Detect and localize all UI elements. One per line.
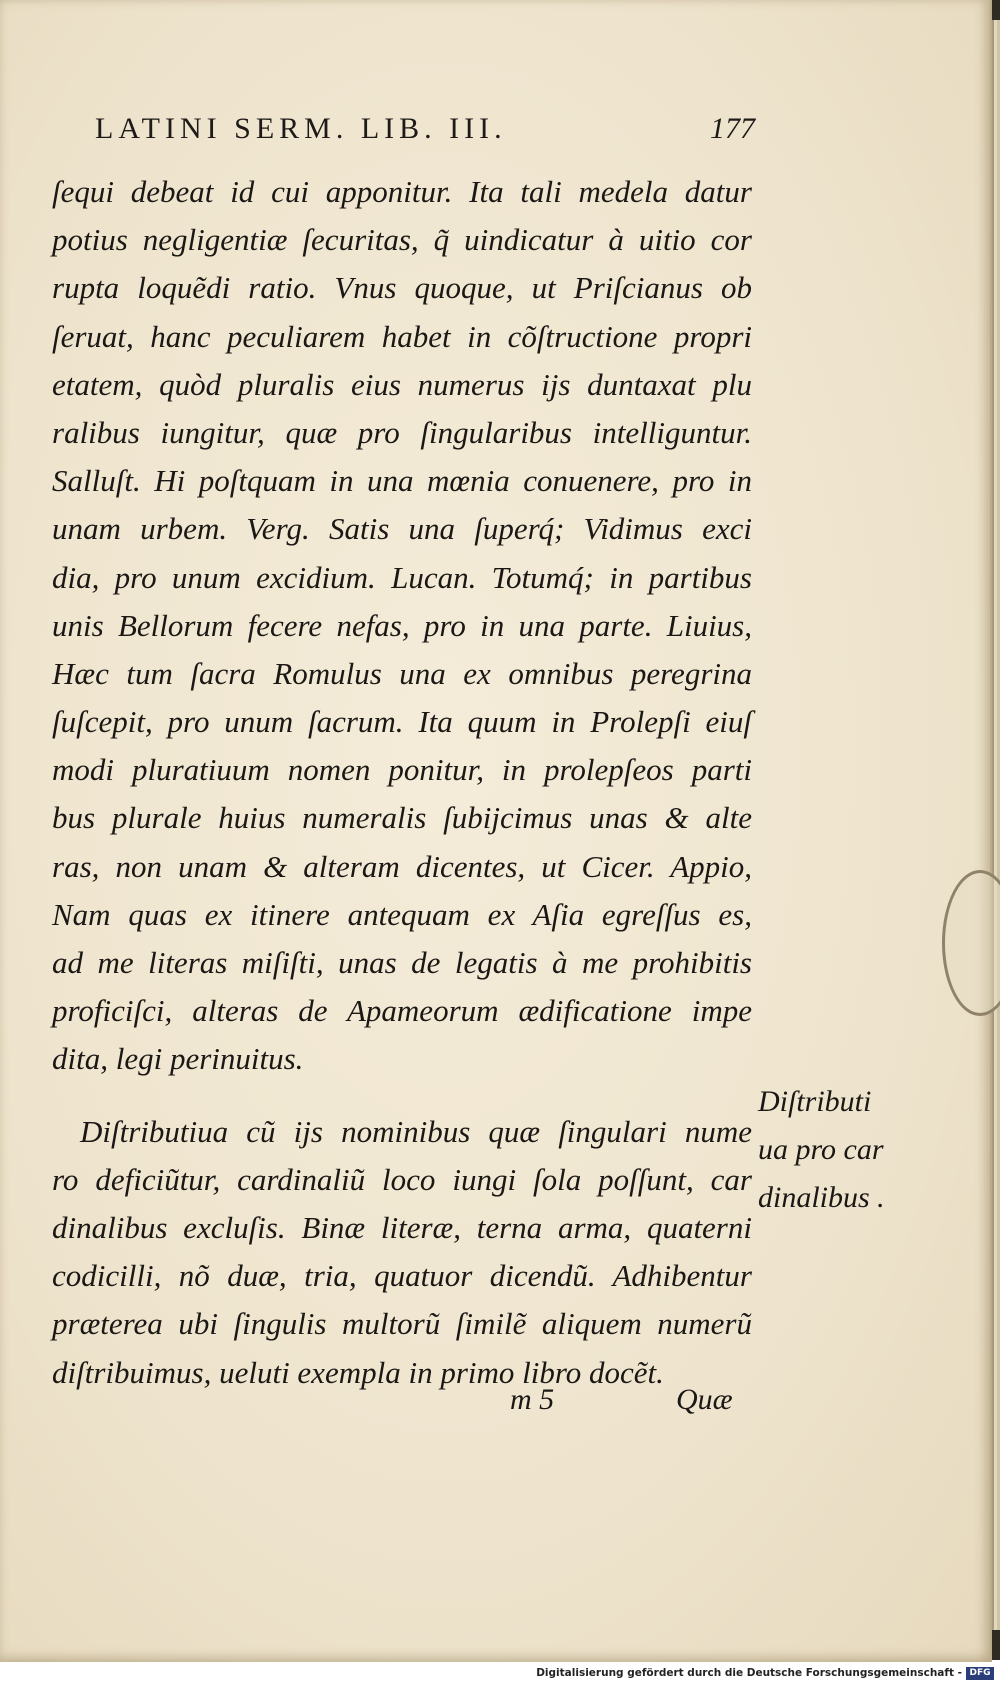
text-line: ſequi debeat id cui apponitur. Ita tali medela datur — [52, 174, 752, 209]
text-line: bus plurale huius numeralis ſubijcimus unas & alte — [52, 800, 752, 836]
text-line: Hæc tum ſacra Romulus una ex omnibus peregrina — [52, 655, 752, 691]
running-head — [95, 112, 755, 158]
text-line: diſtribuimus, ueluti exempla in primo libro docẽt. — [52, 1354, 664, 1390]
text-line: Salluſt. Hi poſtquam in una mœnia conuenere, pro in — [52, 463, 752, 499]
catchline — [500, 1383, 750, 1423]
main-text-block — [52, 168, 752, 1397]
text-line: ralibus iungitur, quæ pro ſingularibus intelliguntur. — [52, 414, 752, 450]
text-line: dita, legi perinuitus. — [52, 1041, 304, 1077]
text-line: dia, pro unum excidium. Lucan. Totumq́; in partibus — [52, 559, 752, 595]
text-line: ſeruat, hanc peculiarem habet in cõſtructione propri — [52, 318, 752, 354]
text-line: præterea ubi ſingulis multorũ ſimilẽ aliquem numerũ — [52, 1306, 752, 1342]
text-line: proficiſci, alteras de Apameorum ædificatione impe — [52, 993, 752, 1029]
footer-credit: Digitalisierung gefördert durch die Deutsche Forschungsgemeinschaft - — [536, 1667, 962, 1679]
dfg-logo-icon: DFG — [966, 1667, 994, 1680]
text-line: dinalibus excluſis. Binæ literæ, terna arma, quaterni — [52, 1209, 752, 1245]
text-line: ad me literas miſiſti, unas de legatis à me prohibitis — [52, 945, 752, 980]
paragraph-gap — [52, 1084, 752, 1108]
text-line: unis Bellorum fecere nefas, pro in una parte. Liuius, — [52, 607, 752, 643]
text-line: ſuſcepit, pro unum ſacrum. Ita quum in Prolepſi eiuſ — [52, 704, 752, 740]
text-line: potius negligentiæ ſecuritas, q̃ uindicatur à uitio cor — [52, 222, 752, 258]
text-line: Diſtributiua cũ ijs nominibus quæ ſingulari nume — [80, 1113, 752, 1149]
marginal-line: ua pro car — [758, 1133, 884, 1166]
text-line: modi pluratiuum nomen ponitur, in prolepſeos parti — [52, 752, 752, 788]
page-number: 177 — [710, 112, 755, 145]
marginal-line: dinalibus . — [758, 1181, 885, 1214]
text-line: rupta loquẽdi ratio. Vnus quoque, ut Priſcianus ob — [52, 270, 752, 306]
text-line: etatem, quòd pluralis eius numerus ijs duntaxat plu — [52, 366, 752, 402]
text-line: unam urbem. Verg. Satis una ſuperq́; Vidimus exci — [52, 511, 752, 547]
running-head-title: LATINI SERM. LIB. III. — [95, 112, 507, 145]
text-line: codicilli, nõ duæ, tria, quatuor dicendũ. Adhibentur — [52, 1258, 752, 1294]
text-line: Nam quas ex itinere antequam ex Aſia egreſſus es, — [52, 896, 752, 932]
digitization-footer — [0, 1664, 1000, 1689]
signature-mark: m 5 — [510, 1383, 555, 1416]
text-line: ro deficiũtur, cardinaliũ loco iungi ſola poſſunt, car — [52, 1161, 752, 1197]
catchword: Quæ — [676, 1383, 733, 1416]
marginal-note — [758, 1078, 908, 1222]
marginal-line: Diſtributi — [758, 1085, 872, 1118]
text-line: ras, non unam & alteram dicentes, ut Cicer. Appio, — [52, 848, 752, 884]
